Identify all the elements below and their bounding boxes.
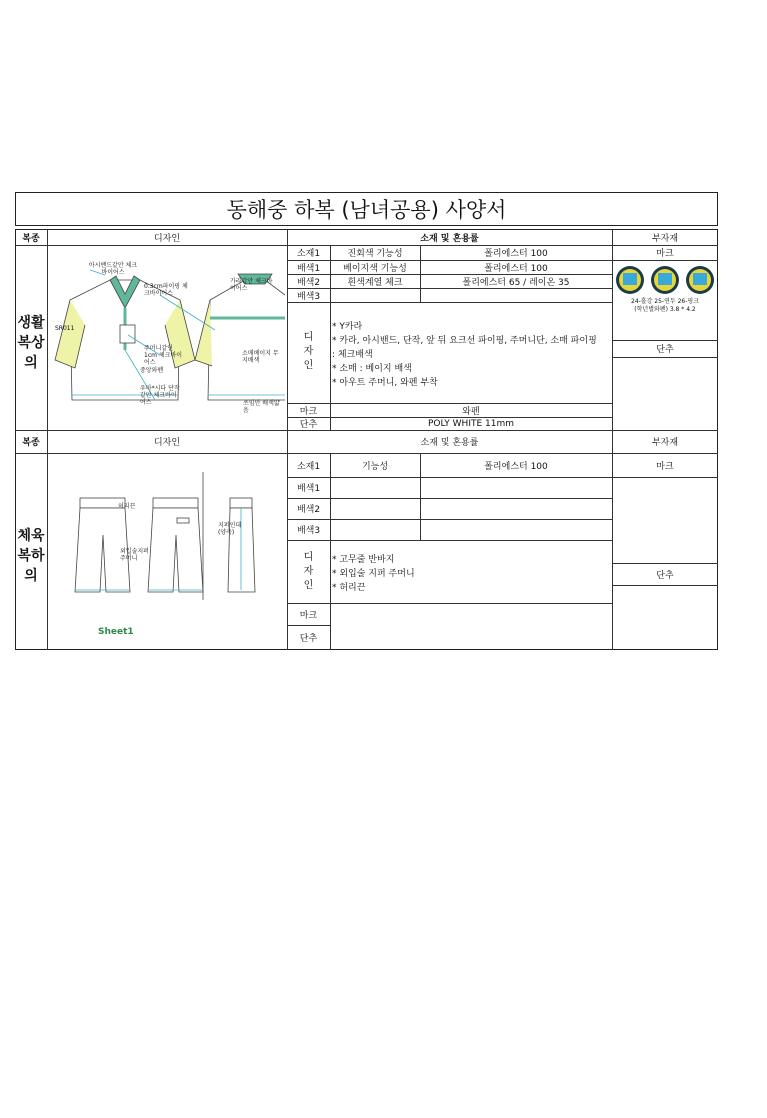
header-design: 디자인 — [153, 233, 181, 244]
row-label: 배색2 — [296, 277, 321, 288]
button-value: POLY WHITE 11mm — [427, 418, 515, 429]
mark-label: 마크 — [299, 406, 318, 417]
design-label — [287, 331, 330, 373]
badge-icons — [614, 262, 716, 298]
design-line: * 허리끈 — [332, 583, 366, 593]
section1-name-line: 의 — [24, 355, 38, 371]
callout: 중앙와펜 — [140, 367, 164, 374]
sheet-label: Sheet1 — [98, 627, 134, 637]
design-label-char: 자 — [303, 346, 314, 357]
design-label-char: 디 — [303, 332, 314, 343]
design-line: * 고무줄 반바지 — [332, 555, 395, 565]
design-line: * 외입술 지퍼 주머니 — [332, 569, 415, 579]
design-line: * 카라, 아시밴드, 단작, 앞 뒤 요크선 파이핑, 주머니단, 소매 파이핑 — [332, 336, 597, 346]
design-line: : 체크배색 — [332, 350, 373, 360]
header-material: 소재 및 혼용률 — [420, 438, 479, 448]
mark-value: 와펜 — [462, 406, 480, 417]
design-description — [332, 320, 612, 390]
section2-name-line: 체육 — [17, 528, 45, 544]
callout: 허리끈 — [118, 503, 136, 510]
accessory-button-label: 단추 — [656, 570, 674, 581]
button-label: 단추 — [299, 420, 318, 430]
section2-name-line: 의 — [24, 568, 38, 584]
design-label — [287, 551, 330, 593]
design-label-char: 자 — [303, 566, 314, 577]
row-blend: 폴리에스터 100 — [484, 249, 548, 259]
row-material: 흰색계열 체크 — [347, 277, 403, 288]
badge-caption — [612, 298, 718, 314]
callout: 지퍼인대 (양측) — [218, 522, 242, 536]
row-label: 배색2 — [296, 505, 321, 515]
design-line: * Y카라 — [332, 322, 363, 332]
row-blend: 폴리에스터 100 — [484, 461, 548, 472]
callout: 외입술지퍼 주머니 — [120, 548, 149, 562]
section2-name — [15, 526, 47, 586]
section1-name — [15, 313, 47, 373]
header-accessory: 부자재 — [651, 438, 679, 448]
header-accessory: 부자재 — [651, 233, 679, 244]
mark-label: 마크 — [299, 610, 318, 621]
section1-name-line: 생활 — [17, 315, 45, 331]
badge-note: (학년별와펜) 3.8 * 4.2 — [634, 306, 696, 313]
design-label-char: 디 — [303, 552, 314, 563]
badge-icon-pink — [686, 266, 714, 294]
row-label: 소재1 — [296, 249, 321, 259]
header-design: 디자인 — [153, 438, 181, 448]
header-type: 복종 — [22, 233, 40, 244]
row-label: 배색1 — [296, 484, 321, 494]
design-line: * 소매 : 베이지 배색 — [332, 364, 412, 374]
callout: 우마*시다 단작같안 체크바이어스 — [140, 385, 180, 406]
row-label: 배색1 — [296, 263, 321, 274]
document-title: 동해중 하복 (남녀공용) 사양서 — [15, 192, 718, 226]
design-description — [332, 553, 612, 595]
row-label: 배색3 — [296, 526, 321, 536]
row-label: 배색3 — [296, 291, 321, 302]
shorts-illustration — [50, 460, 285, 610]
header-material: 소재 및 혼용률 — [420, 233, 479, 244]
callout: 가라같안 체크바이어스 — [230, 278, 273, 292]
badge-captions: 24-흘강 25-연두 26-핑크 — [631, 298, 699, 305]
row-material: 진회색 기능성 — [347, 249, 403, 259]
row-label: 소재1 — [296, 461, 321, 472]
callout: 소매베이지 무지배색 — [242, 350, 279, 364]
button-label: 단추 — [299, 634, 318, 644]
badge-icon-green — [651, 266, 679, 294]
callout: 0.3cm파이핑 체크바이어스 — [144, 283, 188, 297]
row-blend: 폴리에스터 65 / 레이온 35 — [462, 277, 570, 288]
badge-icon-yellow — [616, 266, 644, 294]
accessory-button-label: 단추 — [656, 345, 674, 355]
design-label-char: 인 — [303, 360, 314, 371]
callout: 쓰임안 배색얇음 — [243, 400, 280, 414]
callout: SR011 — [55, 325, 75, 332]
section1-name-line: 복상 — [17, 335, 45, 351]
design-label-char: 인 — [303, 580, 314, 591]
row-material: 베이지색 기능성 — [343, 263, 407, 274]
row-material: 기능성 — [361, 461, 389, 472]
section2-name-line: 복하 — [17, 548, 45, 564]
callout: 아시밴드같안 체크바이어스 — [88, 262, 138, 276]
design-line: * 아우트 주머니, 와펜 부착 — [332, 378, 438, 388]
callout: 주머니같인1cm 체크바이어스 — [144, 345, 183, 366]
accessory-mark-label: 마크 — [656, 461, 674, 472]
header-type: 복종 — [22, 438, 40, 448]
accessory-mark-label: 마크 — [656, 249, 674, 259]
row-blend: 폴리에스터 100 — [484, 263, 548, 274]
